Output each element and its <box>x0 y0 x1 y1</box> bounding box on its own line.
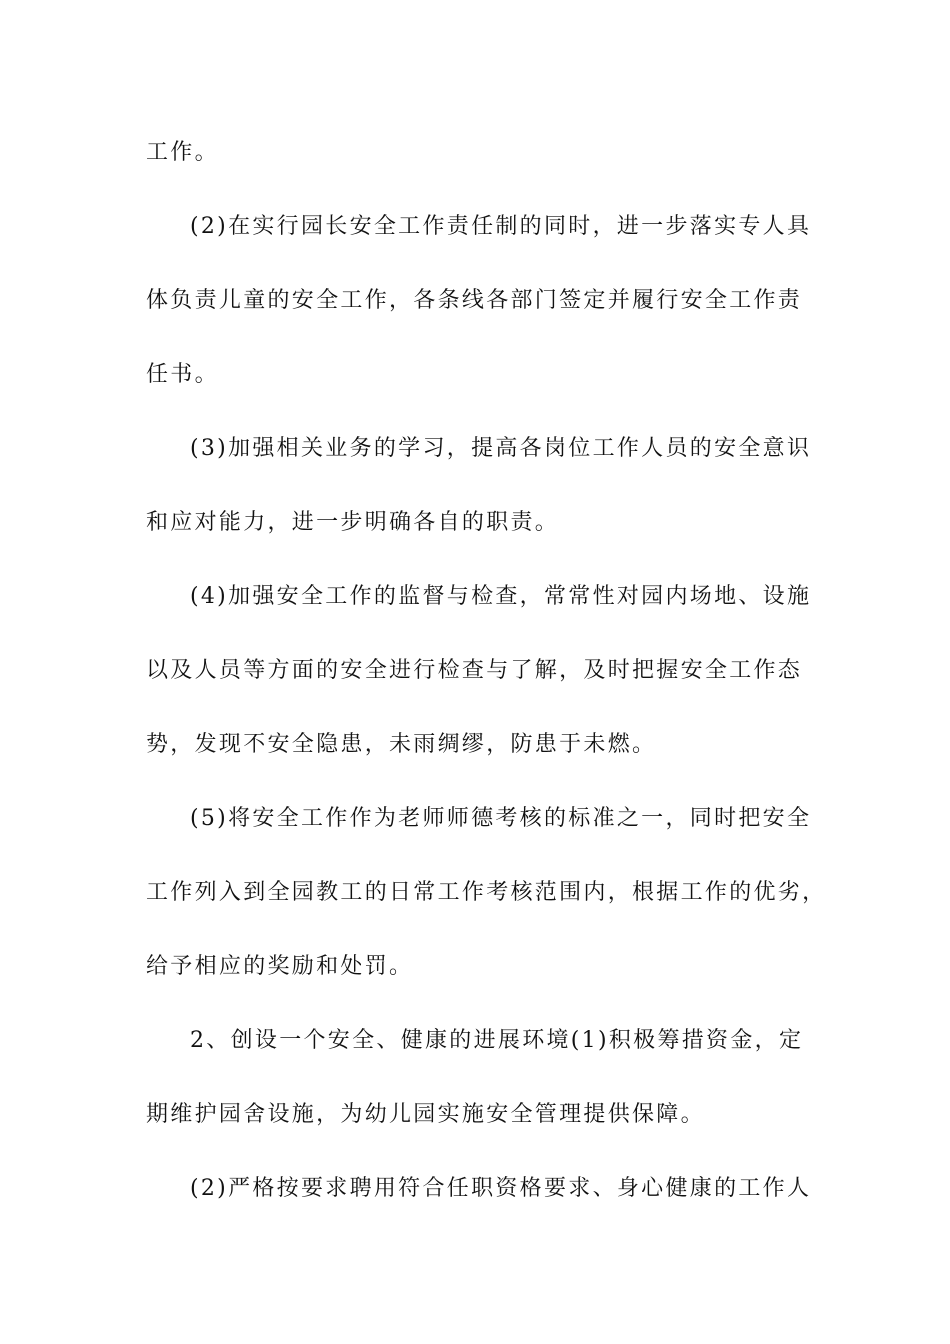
text-line: 期维护园舍设施，为幼儿园实施安全管理提供保障。 <box>146 1102 705 1127</box>
text-line: (5)将安全工作作为老师师德考核的标准之一，同时把安全 <box>190 806 812 831</box>
text-line: 工作列入到全园教工的日常工作考核范围内，根据工作的优劣， <box>146 880 827 905</box>
text-line: 2、创设一个安全、健康的进展环境(1)积极筹措资金，定 <box>190 1028 804 1053</box>
text-line: 工作。 <box>146 140 219 165</box>
text-line: (2)严格按要求聘用符合任职资格要求、身心健康的工作人 <box>190 1176 812 1201</box>
text-line: (3)加强相关业务的学习，提高各岗位工作人员的安全意识 <box>190 436 812 461</box>
text-line: 给予相应的奖励和处罚。 <box>146 954 414 979</box>
text-line: 以及人员等方面的安全进行检查与了解，及时把握安全工作态 <box>146 658 803 683</box>
text-line: (4)加强安全工作的监督与检查，常常性对园内场地、设施 <box>190 584 812 609</box>
text-line: 势，发现不安全隐患，未雨绸缪，防患于未燃。 <box>146 732 657 757</box>
document-body <box>146 131 827 1241</box>
text-line: (2)在实行园长安全工作责任制的同时，进一步落实专人具 <box>190 214 812 239</box>
text-line: 体负责儿童的安全工作，各条线各部门签定并履行安全工作责 <box>146 288 803 313</box>
text-line: 和应对能力，进一步明确各自的职责。 <box>146 510 560 535</box>
text-line: 任书。 <box>146 362 219 387</box>
